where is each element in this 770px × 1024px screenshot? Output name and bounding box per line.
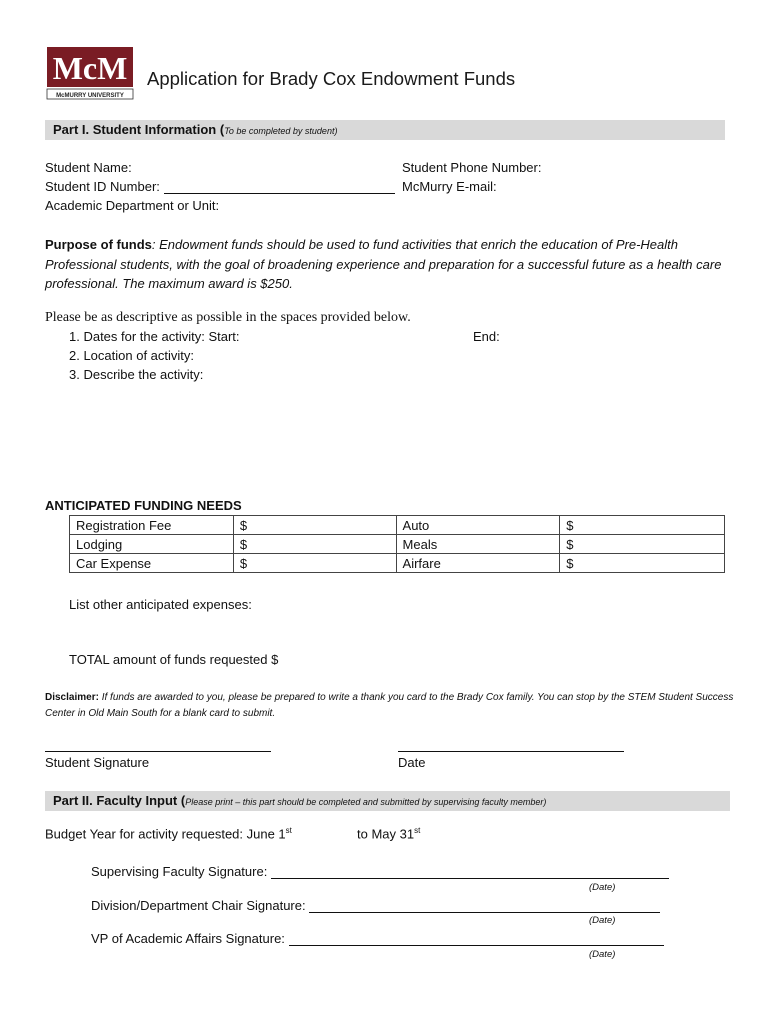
part1-note-open: ( [219,122,225,137]
chair-label: Division/Department Chair Signature: [91,898,306,913]
fund-amount[interactable]: $ [233,554,396,573]
department-label: Academic Department or Unit: [45,198,220,213]
part1-header [45,120,725,140]
purpose-label: Purpose of funds [45,237,152,252]
total-label: TOTAL amount of funds requested $ [69,652,279,667]
budget-sup-2: st [414,826,421,835]
purpose-paragraph [45,235,735,294]
part1-note: To be completed by student) [224,126,338,136]
date-label: Date [398,755,426,770]
part2-header [45,791,730,811]
fund-amount[interactable]: $ [560,554,725,573]
table-row [70,516,725,535]
fund-amount[interactable]: $ [560,516,725,535]
fund-amount[interactable]: $ [233,516,396,535]
part2-note-open: ( [180,793,186,808]
vpaa-date-label: (Date) [589,949,616,960]
student-id-line[interactable] [164,193,395,194]
fund-label: Meals [396,535,560,554]
student-phone-label: Student Phone Number: [402,160,542,175]
budget-mid: to May 31 [357,826,415,842]
supervising-date-label: (Date) [589,882,616,893]
student-signature-label: Student Signature [45,755,150,770]
fund-label: Airfare [396,554,560,573]
fund-amount[interactable]: $ [233,535,396,554]
supervising-label: Supervising Faculty Signature: [91,864,268,879]
chair-line[interactable] [309,912,660,913]
supervising-line[interactable] [271,878,669,879]
fund-label: Auto [396,516,560,535]
part2-heading: Part II. Faculty Input [53,793,178,808]
budget-sup-1: st [285,826,292,835]
logo-text: McM [52,50,128,86]
student-date-line[interactable] [398,751,624,752]
mcmurry-logo [45,45,135,101]
describe-label: 3. Describe the activity: [69,367,204,382]
disclaimer-label: Disclaimer: [45,692,99,703]
supervising-signature-field[interactable] [91,864,669,879]
table-row [70,554,725,573]
budget-prefix: Budget Year for activity requested: June 1 [45,826,286,842]
funding-table [69,515,725,573]
descriptive-instruction: Please be as descriptive as possible in the spaces provided below. [45,310,411,325]
chair-signature-field[interactable] [91,898,660,913]
email-label: McMurry E-mail: [402,179,497,194]
budget-year-label [45,826,292,841]
student-id-field[interactable] [45,179,395,194]
location-label: 2. Location of activity: [69,348,195,363]
other-expenses-label: List other anticipated expenses: [69,597,252,612]
budget-end-label [357,826,420,841]
purpose-text: : Endowment funds should be used to fund activities that enrich the education of Pre-Health Professional students, with the goal of broadening experience and preparation for a successful future as a health care professional. The maximum award is $250. [45,237,722,291]
part2-note: Please print – this part should be completed and submitted by supervising faculty member) [185,797,547,807]
page-title: Application for Brady Cox Endowment Funds [147,68,516,89]
fund-amount[interactable]: $ [560,535,725,554]
logo-subtext: McMURRY UNIVERSITY [56,93,124,99]
student-signature-line[interactable] [45,751,271,752]
funding-heading: ANTICIPATED FUNDING NEEDS [45,498,242,513]
vpaa-line[interactable] [289,945,664,946]
end-label: End: [473,329,500,344]
dates-label: 1. Dates for the activity: Start: [69,329,240,344]
vpaa-label: VP of Academic Affairs Signature: [91,931,285,946]
chair-date-label: (Date) [589,915,616,926]
table-row [70,535,725,554]
fund-label: Lodging [70,535,234,554]
vpaa-signature-field[interactable] [91,931,664,946]
disclaimer [45,690,735,722]
fund-label: Registration Fee [70,516,234,535]
part1-heading: Part I. Student Information [53,122,217,137]
student-id-label: Student ID Number: [45,179,160,194]
student-name-label: Student Name: [45,160,132,175]
fund-label: Car Expense [70,554,234,573]
disclaimer-text: If funds are awarded to you, please be prepared to write a thank you card to the Brady Cox family. You can stop by the STEM Student Success Center in Old Main South for a blank card to submit. [45,692,734,719]
